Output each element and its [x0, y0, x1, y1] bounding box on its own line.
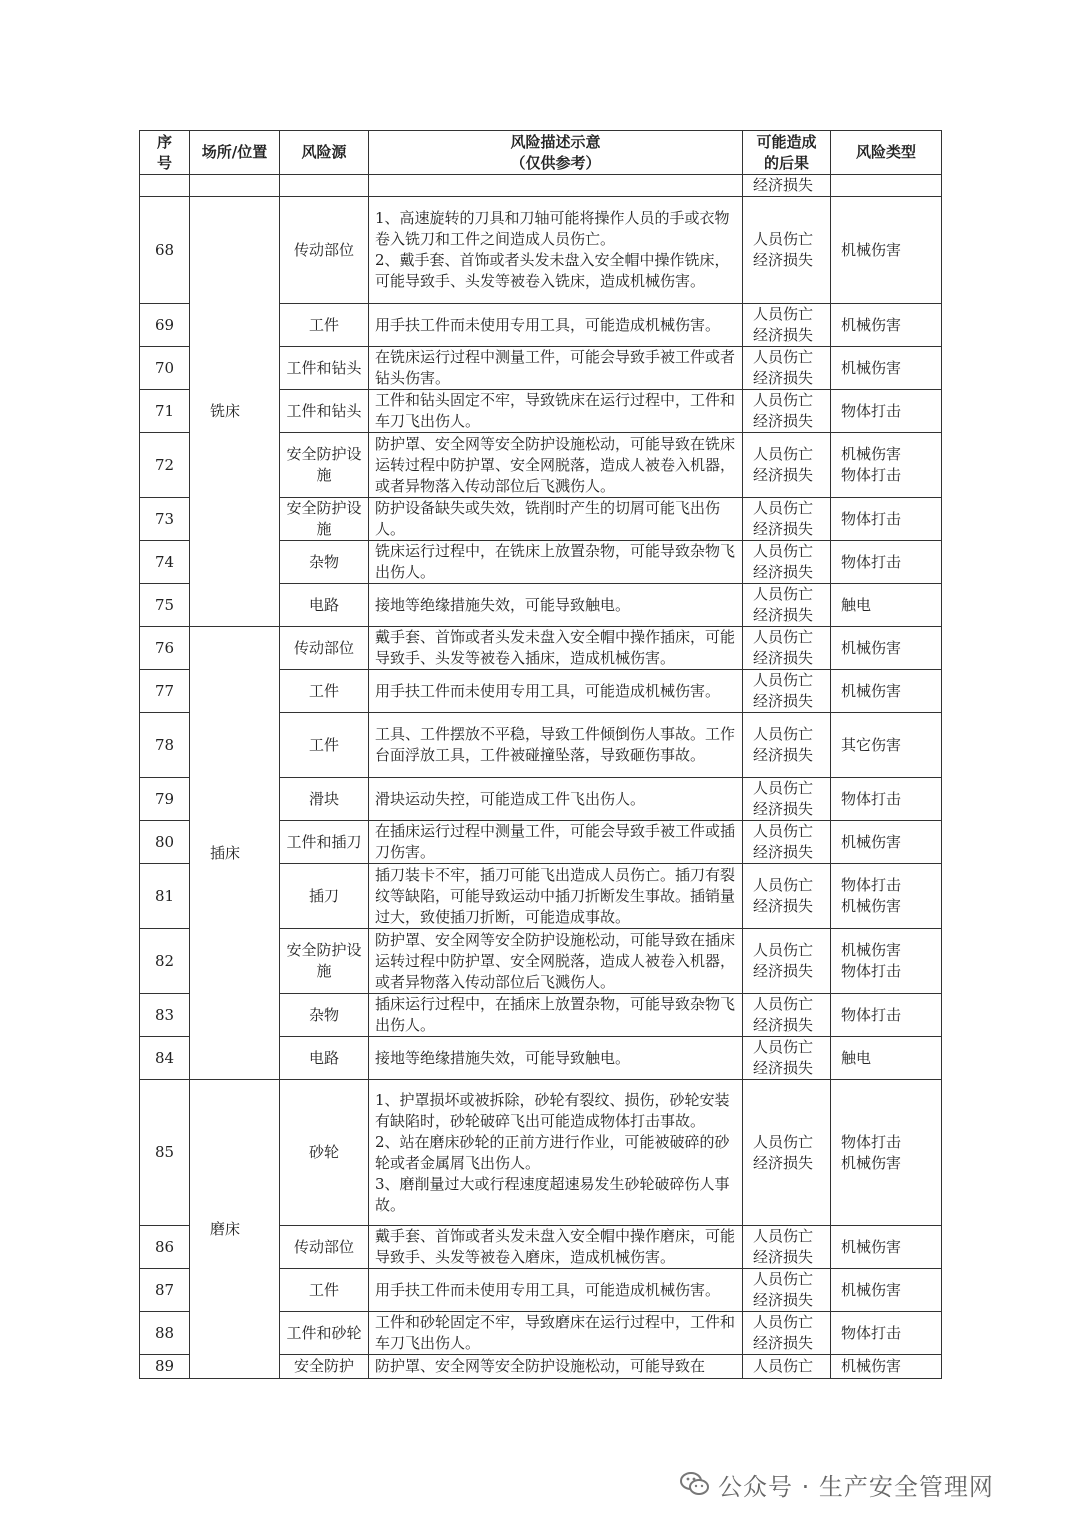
cell-type: 其它伤害: [831, 713, 942, 778]
watermark-text: 公众号 · 生产安全管理网: [718, 1472, 994, 1501]
table-row: [140, 197, 942, 304]
cell-no: 82: [140, 929, 190, 994]
cell-description: 防护设备缺失或失效，铣削时产生的切屑可能飞出伤人。: [369, 498, 743, 541]
cell-description: 工件和钻头固定不牢，导致铣床在运行过程中，工件和车刀飞出伤人。: [369, 390, 743, 433]
cell-consequence: 人员伤亡 经济损失: [743, 304, 831, 347]
cell-source: 安全防护设施: [280, 433, 369, 498]
cell-description: 插床运行过程中，在插床上放置杂物，可能导致杂物飞出伤人。: [369, 994, 743, 1037]
cell-type: 物体打击 机械伤害: [831, 1080, 942, 1226]
cell-source: 传动部位: [280, 1226, 369, 1269]
cell-type: 机械伤害 物体打击: [831, 929, 942, 994]
cell-source: 杂物: [280, 541, 369, 584]
cell-no: 78: [140, 713, 190, 778]
cell-type: 机械伤害: [831, 1269, 942, 1312]
cell-location: 铣床: [190, 197, 280, 627]
cell-type: 机械伤害 物体打击: [831, 433, 942, 498]
cell-description: 铣床运行过程中，在铣床上放置杂物，可能导致杂物飞出伤人。: [369, 541, 743, 584]
header-location: 场所/位置: [190, 131, 280, 175]
cell-description: 戴手套、首饰或者头发未盘入安全帽中操作插床，可能导致手、头发等被卷入插床，造成机械伤害。: [369, 627, 743, 670]
cell-type: 物体打击: [831, 778, 942, 821]
cell-type: 机械伤害: [831, 670, 942, 713]
cell-type: 物体打击: [831, 541, 942, 584]
cell-type: 机械伤害: [831, 1355, 942, 1379]
header-consequence: 可能造成 的后果: [743, 131, 831, 175]
cell-description: 在铣床运行过程中测量工件，可能会导致手被工件或者钻头伤害。: [369, 347, 743, 390]
cell-description: 用手扶工件而未使用专用工具，可能造成机械伤害。: [369, 670, 743, 713]
cell-consequence: 人员伤亡 经济损失: [743, 1312, 831, 1355]
cell-type: 物体打击: [831, 1312, 942, 1355]
cell-no: 74: [140, 541, 190, 584]
cell-consequence: 人员伤亡 经济损失: [743, 1037, 831, 1080]
cell-no: 77: [140, 670, 190, 713]
cell-type: 机械伤害: [831, 197, 942, 304]
cell-no: 70: [140, 347, 190, 390]
cell-location: 磨床: [190, 1080, 280, 1379]
cell-consequence: 人员伤亡 经济损失: [743, 670, 831, 713]
cell-no: 86: [140, 1226, 190, 1269]
cell-type: 物体打击: [831, 994, 942, 1037]
cell-description: 工件和砂轮固定不牢，导致磨床在运行过程中，工件和车刀飞出伤人。: [369, 1312, 743, 1355]
cell-consequence: 人员伤亡 经济损失: [743, 994, 831, 1037]
table-row-continued: [140, 175, 942, 197]
cell-source: 工件: [280, 670, 369, 713]
cell-no: 75: [140, 584, 190, 627]
cell-type: 机械伤害: [831, 1226, 942, 1269]
cell-source: 滑块: [280, 778, 369, 821]
cell-type: 机械伤害: [831, 627, 942, 670]
cell-type: 机械伤害: [831, 347, 942, 390]
cell-description: 接地等绝缘措施失效，可能导致触电。: [369, 584, 743, 627]
cell-location: 插床: [190, 627, 280, 1080]
cell-type: 机械伤害: [831, 304, 942, 347]
cell-type: 物体打击 机械伤害: [831, 864, 942, 929]
watermark: [680, 1466, 994, 1502]
header-no: 序 号: [140, 131, 190, 175]
cell-consequence: 人员伤亡 经济损失: [743, 347, 831, 390]
cell-consequence: 人员伤亡 经济损失: [743, 1080, 831, 1226]
cell-type: 触电: [831, 584, 942, 627]
cell-source: 杂物: [280, 994, 369, 1037]
cell-source: 电路: [280, 584, 369, 627]
cell-consequence: 人员伤亡 经济损失: [743, 197, 831, 304]
cell-no: 68: [140, 197, 190, 304]
risk-table: [139, 130, 942, 1379]
cell-consequence: 人员伤亡 经济损失: [743, 821, 831, 864]
header-source: 风险源: [280, 131, 369, 175]
cell-type: 机械伤害: [831, 821, 942, 864]
header-type: 风险类型: [831, 131, 942, 175]
cell-no: 84: [140, 1037, 190, 1080]
cell-source: 插刀: [280, 864, 369, 929]
cell-type: 触电: [831, 1037, 942, 1080]
cell-consequence: 人员伤亡 经济损失: [743, 498, 831, 541]
cell-source: 安全防护: [280, 1355, 369, 1379]
cell-source: 工件: [280, 1269, 369, 1312]
cell-description: 1、高速旋转的刀具和刀轴可能将操作人员的手或衣物卷入铣刀和工件之间造成人员伤亡。 2、戴手套、首饰或者头发未盘入安全帽中操作铣床，可能导致手、头发等被卷入铣床，造成机械伤害。: [369, 197, 743, 304]
cell-consequence: 人员伤亡 经济损失: [743, 864, 831, 929]
cell-source: 传动部位: [280, 197, 369, 304]
cell-description: 滑块运动失控，可能造成工件飞出伤人。: [369, 778, 743, 821]
cell-consequence: 人员伤亡: [743, 1355, 831, 1379]
cell-description: 插刀装卡不牢，插刀可能飞出造成人员伤亡。插刀有裂纹等缺陷，可能导致运动中插刀折断发生事故。插销量过大，致使插刀折断，可能造成事故。: [369, 864, 743, 929]
cell-description: 用手扶工件而未使用专用工具，可能造成机械伤害。: [369, 1269, 743, 1312]
cell-no: 80: [140, 821, 190, 864]
cell-consequence: 人员伤亡 经济损失: [743, 1269, 831, 1312]
cell-source: 砂轮: [280, 1080, 369, 1226]
cell-description: 在插床运行过程中测量工件，可能会导致手被工件或插刀伤害。: [369, 821, 743, 864]
cell-type: 物体打击: [831, 498, 942, 541]
cell-consequence: 人员伤亡 经济损失: [743, 778, 831, 821]
cell-consequence: 人员伤亡 经济损失: [743, 929, 831, 994]
cell-source: 工件和钻头: [280, 390, 369, 433]
cell-consequence: 人员伤亡 经济损失: [743, 433, 831, 498]
cell-description: 用手扶工件而未使用专用工具，可能造成机械伤害。: [369, 304, 743, 347]
cell-source: 工件和钻头: [280, 347, 369, 390]
wechat-icon: [680, 1471, 710, 1497]
cell-consequence: 人员伤亡 经济损失: [743, 627, 831, 670]
cell-description: 接地等绝缘措施失效，可能导致触电。: [369, 1037, 743, 1080]
cell-no: 89: [140, 1355, 190, 1379]
cell-description: 工具、工件摆放不平稳，导致工件倾倒伤人事故。工作台面浮放工具，工件被碰撞坠落，导致砸伤事故。: [369, 713, 743, 778]
cell-source: 工件: [280, 304, 369, 347]
cell-source: 工件和插刀: [280, 821, 369, 864]
cell-no: 79: [140, 778, 190, 821]
cell-consequence: 人员伤亡 经济损失: [743, 1226, 831, 1269]
cell-source: 工件: [280, 713, 369, 778]
table-header-row: [140, 131, 942, 175]
cell-description: 防护罩、安全网等安全防护设施松动，可能导致在: [369, 1355, 743, 1379]
cell-source: 电路: [280, 1037, 369, 1080]
cell-consequence: 人员伤亡 经济损失: [743, 584, 831, 627]
cell-description: 戴手套、首饰或者头发未盘入安全帽中操作磨床，可能导致手、头发等被卷入磨床，造成机械伤害。: [369, 1226, 743, 1269]
cell-no: 83: [140, 994, 190, 1037]
table-row: [140, 627, 942, 670]
cell-no: 69: [140, 304, 190, 347]
table-row: [140, 1080, 942, 1226]
header-description: 风险描述示意 （仅供参考）: [369, 131, 743, 175]
cell-description: 防护罩、安全网等安全防护设施松动，可能导致在铣床运转过程中防护罩、安全网脱落，造成人被卷入机器，或者异物落入传动部位后飞溅伤人。: [369, 433, 743, 498]
cell-no: 71: [140, 390, 190, 433]
cell-consequence: 人员伤亡 经济损失: [743, 541, 831, 584]
cell-no: 85: [140, 1080, 190, 1226]
cell-consequence: 人员伤亡 经济损失: [743, 713, 831, 778]
cell-no: 72: [140, 433, 190, 498]
cell-description: 防护罩、安全网等安全防护设施松动，可能导致在插床运转过程中防护罩、安全网脱落，造成人被卷入机器，或者异物落入传动部位后飞溅伤人。: [369, 929, 743, 994]
cell-source: 安全防护设施: [280, 498, 369, 541]
cell-no: 88: [140, 1312, 190, 1355]
cell-source: 工件和砂轮: [280, 1312, 369, 1355]
cell-no: 73: [140, 498, 190, 541]
cell-no: 81: [140, 864, 190, 929]
cell-type: 物体打击: [831, 390, 942, 433]
cell-source: 传动部位: [280, 627, 369, 670]
cell-source: 安全防护设施: [280, 929, 369, 994]
cell-no: 87: [140, 1269, 190, 1312]
cell-consequence: 经济损失: [743, 175, 831, 197]
cell-consequence: 人员伤亡 经济损失: [743, 390, 831, 433]
cell-no: 76: [140, 627, 190, 670]
cell-description: 1、护罩损坏或被拆除，砂轮有裂纹、损伤，砂轮安装有缺陷时，砂轮破碎飞出可能造成物体打击事故。 2、站在磨床砂轮的正前方进行作业，可能被破碎的砂轮或者金属屑飞出伤人。 3、磨削量过大或行程速度超速易发生砂轮破碎伤人事故。: [369, 1080, 743, 1226]
